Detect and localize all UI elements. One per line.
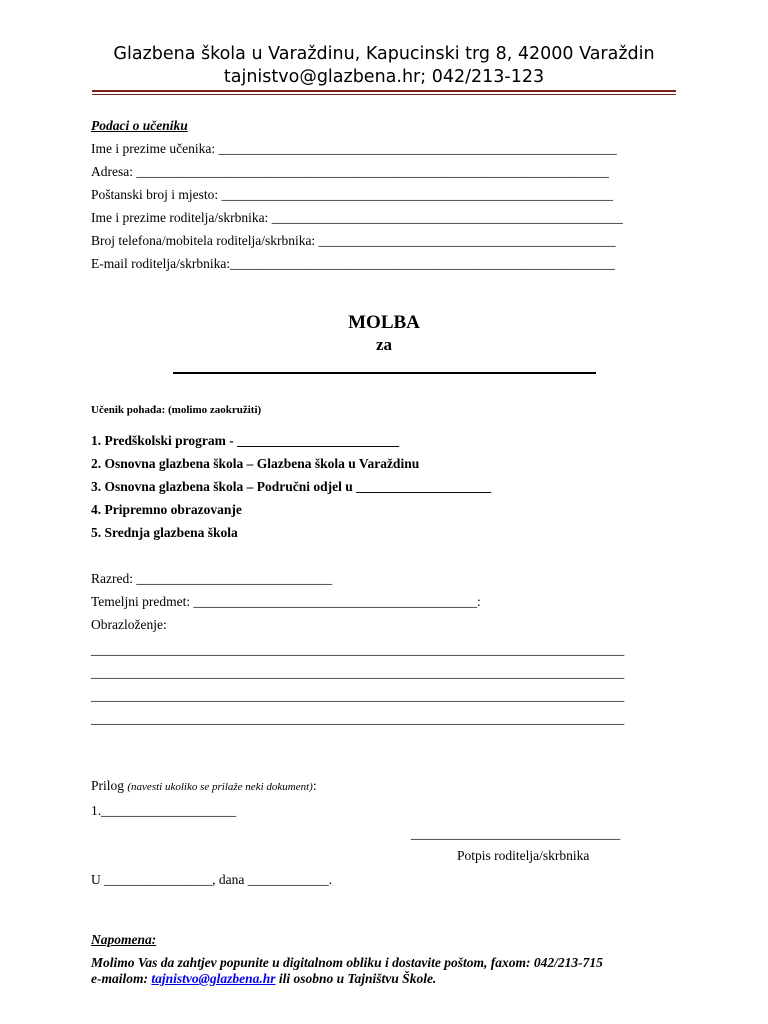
option-preparatory[interactable]: 4. Pripremno obrazovanje [91,502,242,517]
request-purpose-line[interactable] [173,372,596,374]
postal-city-field[interactable]: Poštanski broj i mjesto: __________________________________________________________ [91,187,614,202]
header-rule-thick [92,90,676,92]
request-title: MOLBA [348,312,420,333]
main-subject-field[interactable]: Temeljni predmet: __________________________________________: [91,594,481,609]
note-line-2 [91,971,436,987]
attachment-label: Prilog [91,778,125,793]
note-heading: Napomena: [91,932,157,947]
place-date-field[interactable]: U ________________, dana ____________. [91,872,333,887]
option-primary-branch[interactable]: 3. Osnovna glazbena škola – Područni odjel u ____________________ [91,479,492,494]
student-section-heading: Podaci o učeniku [91,118,188,133]
justification-label: Obrazloženje: [91,617,167,632]
request-subtitle: za [375,335,393,354]
attendance-instruction: Učenik pohađa: (molimo zaokružiti) [91,404,262,416]
header-rule-thin [92,94,676,95]
option-primary-varazdin[interactable]: 2. Osnovna glazbena škola – Glazbena škola u Varaždinu [91,456,420,471]
parent-email-field[interactable]: E-mail roditelja/skrbnika:_________________________________________________________ [91,256,615,271]
parent-phone-field[interactable]: Broj telefona/mobitela roditelja/skrbnika: ____________________________________________ [91,233,616,248]
justification-line[interactable]: _______________________________________________________________________________ [91,711,625,726]
parent-name-field[interactable]: Ime i prezime roditelja/skrbnika: ____________________________________________________ [91,210,623,225]
signature-label: Potpis roditelja/skrbnika [457,848,590,863]
option-secondary[interactable]: 5. Srednja glazbena škola [91,525,238,540]
attachment-colon: : [312,778,317,793]
note-line-1: Molimo Vas da zahtjev popunite u digitalnom obliku i dostavite poštom, faxom: 042/213-715 [91,955,603,970]
signature-line[interactable]: _______________________________ [411,826,621,841]
header-contact: tajnistvo@glazbena.hr; 042/213-123 [223,67,545,87]
note-email-suffix: ili osobno u Tajništvu Škole. [275,971,437,986]
student-name-field[interactable]: Ime i prezime učenika: ___________________________________________________________ [91,141,617,156]
header-address: Glazbena škola u Varaždinu, Kapucinski trg 8, 42000 Varaždin [113,44,655,64]
attachment-label-row [91,778,317,794]
address-field[interactable]: Adresa: ______________________________________________________________________ [91,164,609,179]
justification-line[interactable]: _______________________________________________________________________________ [91,642,625,657]
option-preschool[interactable]: 1. Predškolski program - ________________________ [91,433,400,448]
email-link[interactable]: tajnistvo@glazbena.hr [151,971,276,986]
note-email-prefix: e-mailom: [91,971,152,986]
grade-field[interactable]: Razred: _____________________________ [91,571,333,586]
attachment-note: (navesti ukoliko se prilaže neki dokument) [127,781,313,793]
justification-line[interactable]: _______________________________________________________________________________ [91,665,625,680]
attachment-item-field[interactable]: 1.____________________ [91,803,237,818]
justification-line[interactable]: _______________________________________________________________________________ [91,688,625,703]
